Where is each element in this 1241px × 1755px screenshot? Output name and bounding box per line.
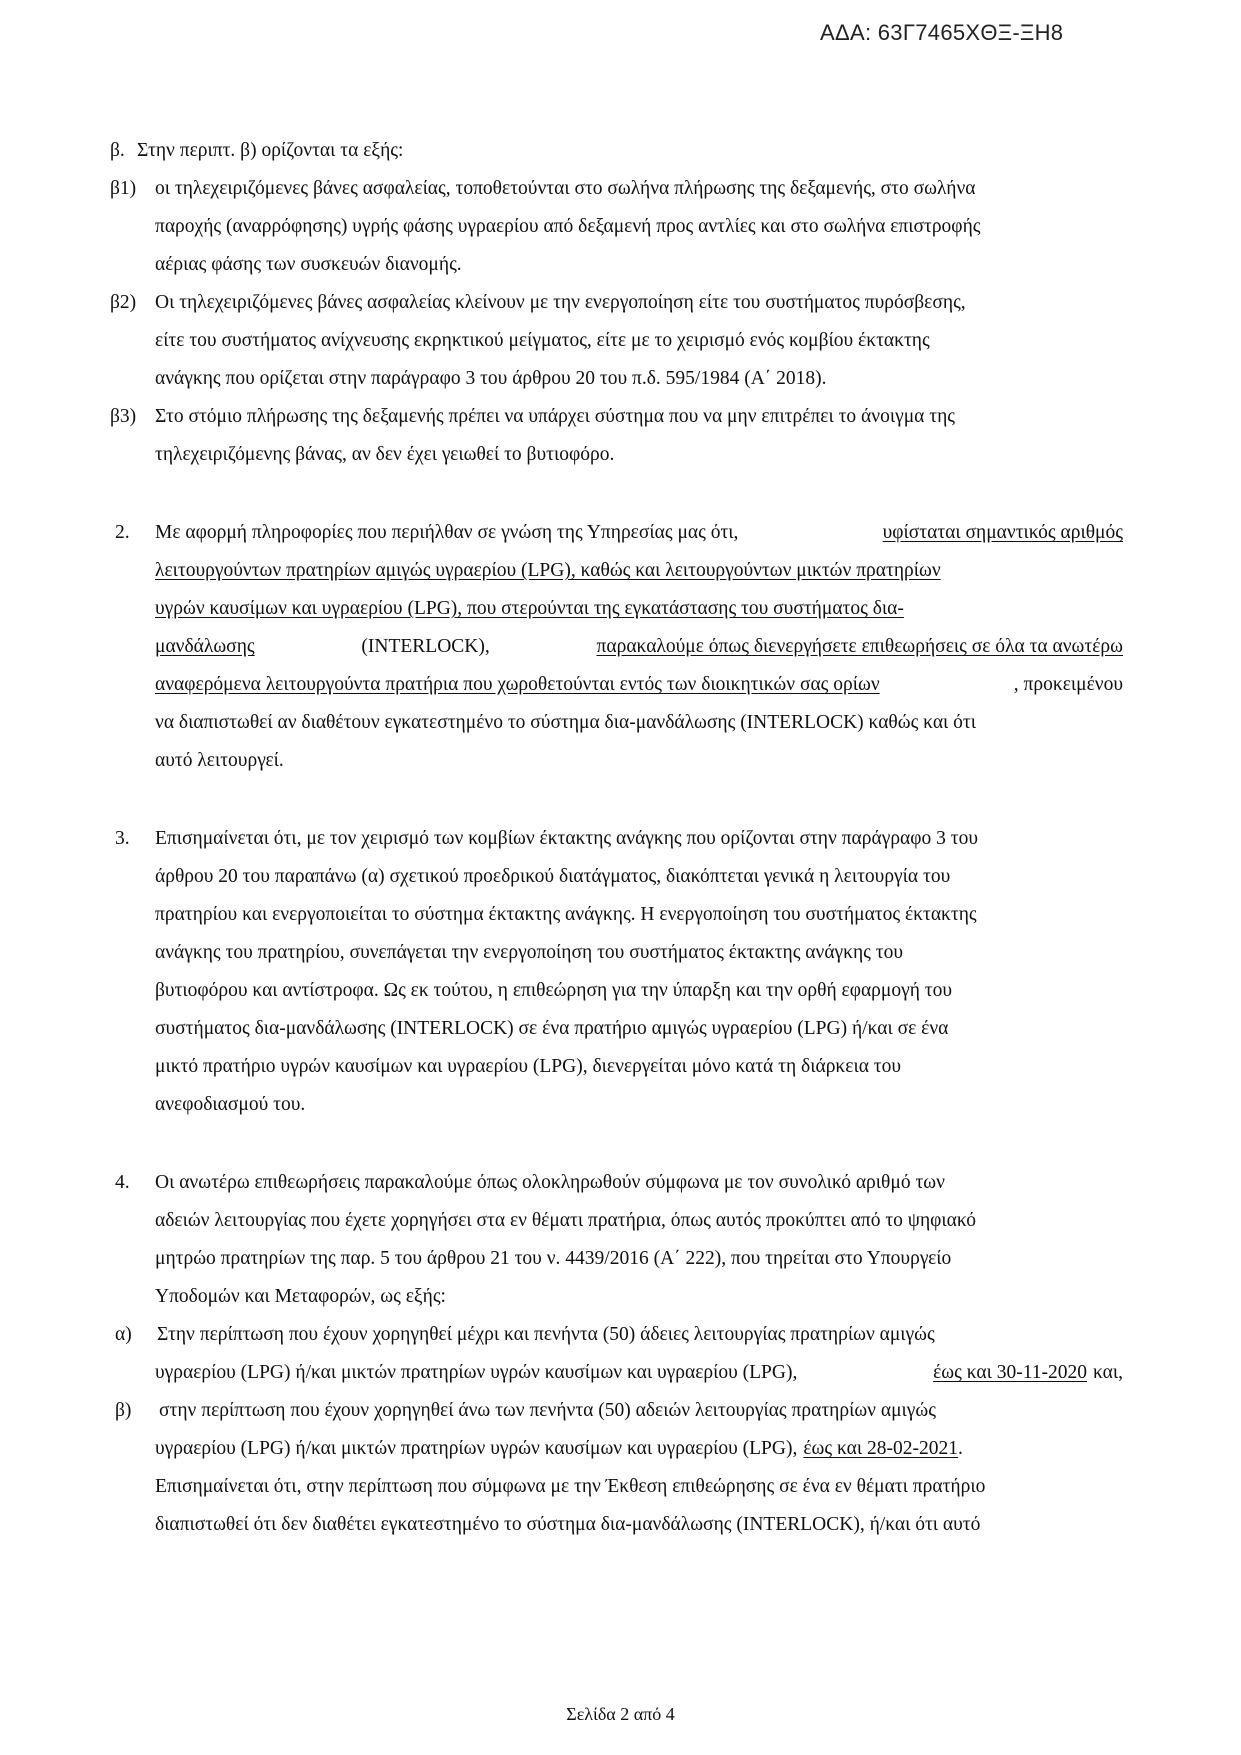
b3-label: β3) (110, 406, 137, 427)
para-4a-label: α) (115, 1324, 132, 1345)
para-4b-line-1: στην περίπτωση που έχουν χορηγηθεί άνω των πενήντα (50) αδειών λειτουργίας πρατηρίων αμιγώς (159, 1400, 936, 1421)
para-4-line-1: Οι ανωτέρω επιθεωρήσεις παρακαλούμε όπως ολοκληρωθούν σύμφωνα με τον συνολικό αριθμό των (155, 1172, 945, 1193)
para-3-line-1: Επισημαίνεται ότι, με τον χειρισμό των κομβίων έκτακτης ανάγκης που ορίζονται στην παράγραφο 3 του (155, 828, 979, 849)
para-2-line-7: αυτό λειτουργεί. (155, 750, 284, 771)
para-3-line-5: βυτιοφόρου και αντίστροφα. Ως εκ τούτου, η επιθεώρηση για την ύπαρξη και την ορθή εφαρμογή του (155, 980, 953, 1001)
b1-label: β1) (110, 178, 137, 199)
para-3-line-6: συστήματος δια-μανδάλωσης (INTERLOCK) σε ένα πρατήριο αμιγώς υγραερίου (LPG) ή/και σε ένα (155, 1018, 949, 1039)
para-3-line-7: μικτό πρατήριο υγρών καυσίμων και υγραερίου (LPG), διενεργείται μόνο κατά τη διάρκεια του (155, 1056, 902, 1077)
para-4a-line-2 (155, 1362, 1123, 1384)
ada-code: ΑΔΑ: 63Γ7465ΧΘΞ-ΞΗ8 (820, 20, 1064, 45)
para-4b-deadline: έως και 28-02-2021 (803, 1438, 958, 1459)
b1-line-1: οι τηλεχειριζόμενες βάνες ασφαλείας, τοποθετούνται στο σωλήνα πλήρωσης της δεξαμενής, στο σωλήνα (155, 178, 976, 199)
para-2-number: 2. (115, 522, 130, 543)
para-4b-line-2-end: . (957, 1438, 963, 1459)
para-2-line-3: υγρών καυσίμων και υγραερίου (LPG), που στερούνται της εγκατάστασης του συστήματος δια- (155, 598, 904, 619)
para-2-line-1-underlined: υφίσταται σημαντικός αριθμός (882, 522, 1123, 543)
para-3-line-4: ανάγκης του πρατηρίου, συνεπάγεται την ενεργοποίηση του συστήματος έκτακτης ανάγκης του (155, 942, 904, 963)
section-b-label: β. (110, 140, 125, 161)
page-number: Σελίδα 2 από 4 (566, 1704, 675, 1724)
para-2-line-5 (155, 674, 1123, 696)
b1-line-2: παροχής (αναρρόφησης) υγρής φάσης υγραερίου από δεξαμενή προς αντλίες και στο σωλήνα επιστροφής (155, 216, 981, 237)
para-3-line-8: ανεφοδιασμού του. (155, 1094, 306, 1115)
para-4b-line-2-tail (803, 1438, 962, 1460)
para-4b-line-2 (155, 1438, 963, 1460)
para-4-tail-line-2: διαπιστωθεί ότι δεν διαθέτει εγκατεστημένο το σύστημα δια-μανδάλωσης (INTERLOCK), ή/και ότι αυτό (155, 1514, 981, 1535)
para-3-line-3: πρατηρίου και ενεργοποιείται το σύστημα έκτακτης ανάγκης. Η ενεργοποίηση του συστήματος έκτακτης (155, 904, 977, 925)
para-4b-line-2-plain: υγραερίου (LPG) ή/και μικτών πρατηρίων υγρών καυσίμων και υγραερίου (LPG), (155, 1438, 798, 1459)
para-2-line-5-plain: , προκειμένου (1013, 674, 1123, 695)
para-2-line-6: να διαπιστωθεί αν διαθέτουν εγκατεστημένο το σύστημα δια-μανδάλωσης (INTERLOCK) καθώς και ότι (155, 712, 977, 733)
para-4-line-3: μητρώο πρατηρίων της παρ. 5 του άρθρου 21 του ν. 4439/2016 (Α΄ 222), που τηρείται στο Υπουργείο (155, 1248, 952, 1269)
para-2-line-1-plain: Με αφορμή πληροφορίες που περιήλθαν σε γνώση της Υπηρεσίας μας ότι, (155, 522, 739, 543)
section-b-intro: Στην περιπτ. β) ορίζονται τα εξής: (137, 140, 404, 161)
b3-line-2: τηλεχειριζόμενης βάνας, αν δεν έχει γειωθεί το βυτιοφόρο. (155, 444, 615, 465)
para-2-line-4-underlined-2: παρακαλούμε όπως διενεργήσετε επιθεωρήσεις σε όλα τα ανωτέρω (596, 636, 1123, 657)
para-3-line-2: άρθρου 20 του παραπάνω (α) σχετικού προεδρικού διατάγματος, διακόπτεται γενικά η λειτουργία του (155, 866, 951, 887)
b2-label: β2) (110, 292, 137, 313)
para-4-line-2: αδειών λειτουργίας που έχετε χορηγήσει στα εν θέματι πρατήρια, όπως αυτός προκύπτει από το ψηφιακό (155, 1210, 977, 1231)
para-3-number: 3. (115, 828, 130, 849)
b1-line-3: αέριας φάσης των συσκευών διανομής. (155, 254, 462, 275)
para-4-line-4: Υποδομών και Μεταφορών, ως εξής: (155, 1286, 446, 1307)
para-2-line-1 (155, 522, 1123, 544)
para-4b-label: β) (115, 1400, 132, 1421)
para-4a-line-2-end: και, (1093, 1362, 1123, 1383)
b2-line-2: είτε του συστήματος ανίχνευσης εκρηκτικού μείγματος, είτε με το χειρισμό ενός κομβίου έκτακτης (155, 330, 930, 351)
b2-line-1: Οι τηλεχειριζόμενες βάνες ασφαλείας κλείνουν με την ενεργοποίηση είτε του συστήματος πυρόσβεσης, (155, 292, 966, 313)
para-4a-line-1: Στην περίπτωση που έχουν χορηγηθεί μέχρι και πενήντα (50) άδειες λειτουργίας πρατηρίων αμιγώς (157, 1324, 935, 1345)
b3-line-1: Στο στόμιο πλήρωσης της δεξαμενής πρέπει να υπάρχει σύστημα που να μην επιτρέπει το άνοιγμα της (155, 406, 956, 427)
para-4a-deadline: έως και 30-11-2020 (933, 1362, 1087, 1383)
para-2-line-2: λειτουργούντων πρατηρίων αμιγώς υγραερίου (LPG), καθώς και λειτουργούντων μικτών πρατηρίων (155, 560, 941, 581)
b2-line-3: ανάγκης που ορίζεται στην παράγραφο 3 του άρθρου 20 του π.δ. 595/1984 (Α΄ 2018). (155, 368, 827, 389)
para-4-tail-line-1: Επισημαίνεται ότι, στην περίπτωση που σύμφωνα με την Έκθεση επιθεώρησης σε ένα εν θέματι πρατήριο (155, 1476, 986, 1497)
para-2-line-4-underlined: μανδάλωσης (155, 636, 255, 657)
para-2-line-5-underlined: αναφερόμενα λειτουργούντα πρατήρια που χωροθετούνται εντός των διοικητικών σας ορίων (155, 674, 880, 695)
para-4-number: 4. (115, 1172, 130, 1193)
para-2-line-4 (155, 636, 1123, 658)
para-2-line-4-plain: (INTERLOCK), (361, 636, 490, 657)
para-4a-line-2-plain: υγραερίου (LPG) ή/και μικτών πρατηρίων υγρών καυσίμων και υγραερίου (LPG), (155, 1362, 798, 1383)
